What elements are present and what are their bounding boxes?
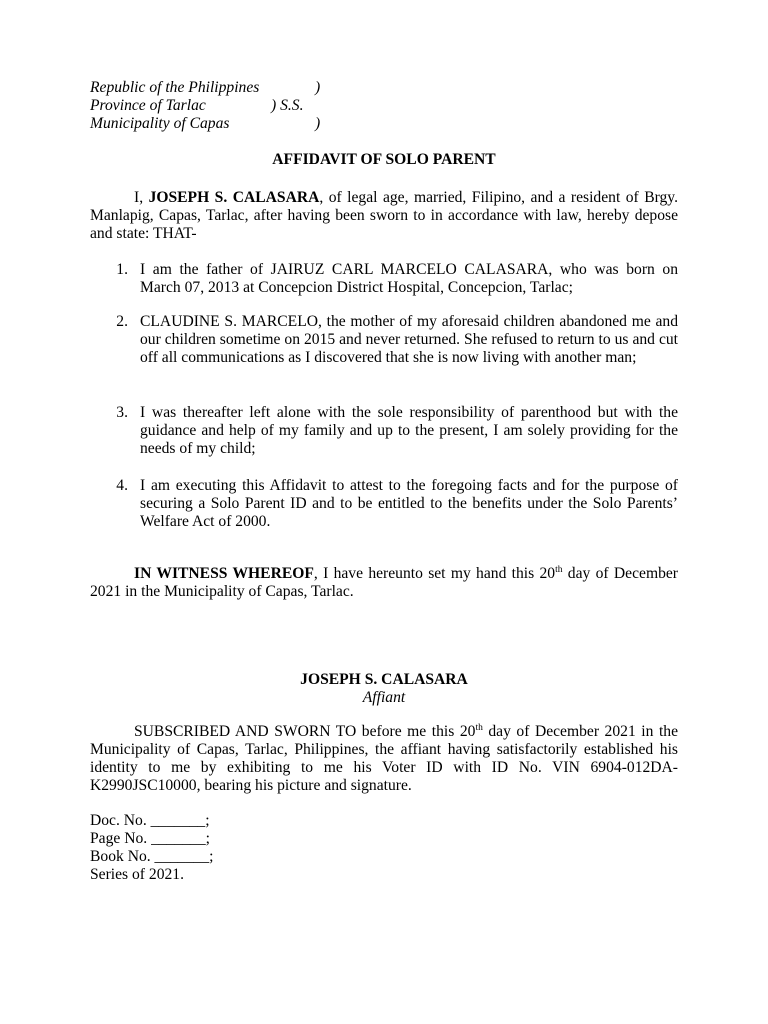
item-number: 1.	[116, 261, 128, 278]
item-number: 2.	[116, 313, 128, 330]
venue-province: Province of Tarlac	[90, 97, 206, 114]
page-number: Page No. _______;	[90, 830, 210, 847]
affiant-name: JOSEPH S. CALASARA	[148, 189, 320, 206]
intro-text: , of legal age, married, Filipino, and a resident of Brgy. Manlapig, Capas, Tarlac, after having been sworn to in accordance with law, hereby depose and state: THAT-	[90, 189, 678, 242]
venue-block	[90, 79, 330, 133]
witness-paragraph	[90, 565, 678, 601]
item-text: I am the father of JAIRUZ CARL MARCELO CALASARA, who was born on March 07, 2013 at Concepcion District Hospital, Concepcion, Tarlac;	[140, 261, 678, 296]
witness-text: , I have hereunto set my hand this 20	[313, 565, 556, 582]
venue-paren: )	[315, 79, 321, 96]
venue-municipality: Municipality of Capas	[90, 115, 230, 132]
witness-text: day of December 2021 in the Municipality of Capas, Tarlac.	[90, 565, 678, 600]
item-text: I was thereafter left alone with the sole responsibility of parenthood but with the guidance and help of my family and up to the present, I am solely providing for the needs of my child;	[140, 404, 678, 457]
statement-item	[90, 313, 678, 367]
series-year: Series of 2021.	[90, 866, 184, 883]
document-title: AFFIDAVIT OF SOLO PARENT	[272, 151, 496, 168]
statement-item	[90, 261, 678, 297]
intro-lead: I,	[134, 189, 144, 206]
item-number: 4.	[116, 477, 128, 494]
witness-heading: IN WITNESS WHEREOF	[134, 565, 314, 582]
item-number: 3.	[116, 404, 128, 421]
doc-number: Doc. No. _______;	[90, 812, 210, 829]
jurat-ordinal: th	[475, 723, 483, 733]
notarial-register	[90, 812, 390, 884]
jurat-text: SUBSCRIBED AND SWORN TO before me this 20	[134, 723, 476, 740]
witness-ordinal: th	[555, 565, 563, 575]
item-text: CLAUDINE S. MARCELO, the mother of my aforesaid children abandoned me and our children sometime on 2015 and never returned. She refused to return to us and cut off all communications as I discovered that she is now living with another man;	[140, 313, 678, 366]
signature-name: JOSEPH S. CALASARA	[300, 671, 468, 688]
venue-country: Republic of the Philippines	[90, 79, 260, 96]
statement-item	[90, 477, 678, 531]
item-text: I am executing this Affidavit to attest to the foregoing facts and for the purpose of securing a Solo Parent ID and to be entitled to the benefits under the Solo Parents’ Welfare Act of 2000.	[140, 477, 678, 530]
jurat-text: day of December 2021 in the Municipality of Capas, Tarlac, Philippines, the affiant having satisfactorily established his identity to me by exhibiting to me his Voter ID with ID No. VIN 6904-012DA-K2990JSC10000, bearing his picture and signature.	[90, 723, 679, 794]
book-number: Book No. _______;	[90, 848, 214, 865]
venue-ss: ) S.S.	[271, 97, 304, 114]
venue-paren: )	[315, 115, 321, 132]
statement-item	[90, 404, 678, 458]
signature-role: Affiant	[362, 689, 406, 706]
jurat-paragraph	[90, 723, 678, 795]
intro-paragraph	[90, 189, 678, 243]
